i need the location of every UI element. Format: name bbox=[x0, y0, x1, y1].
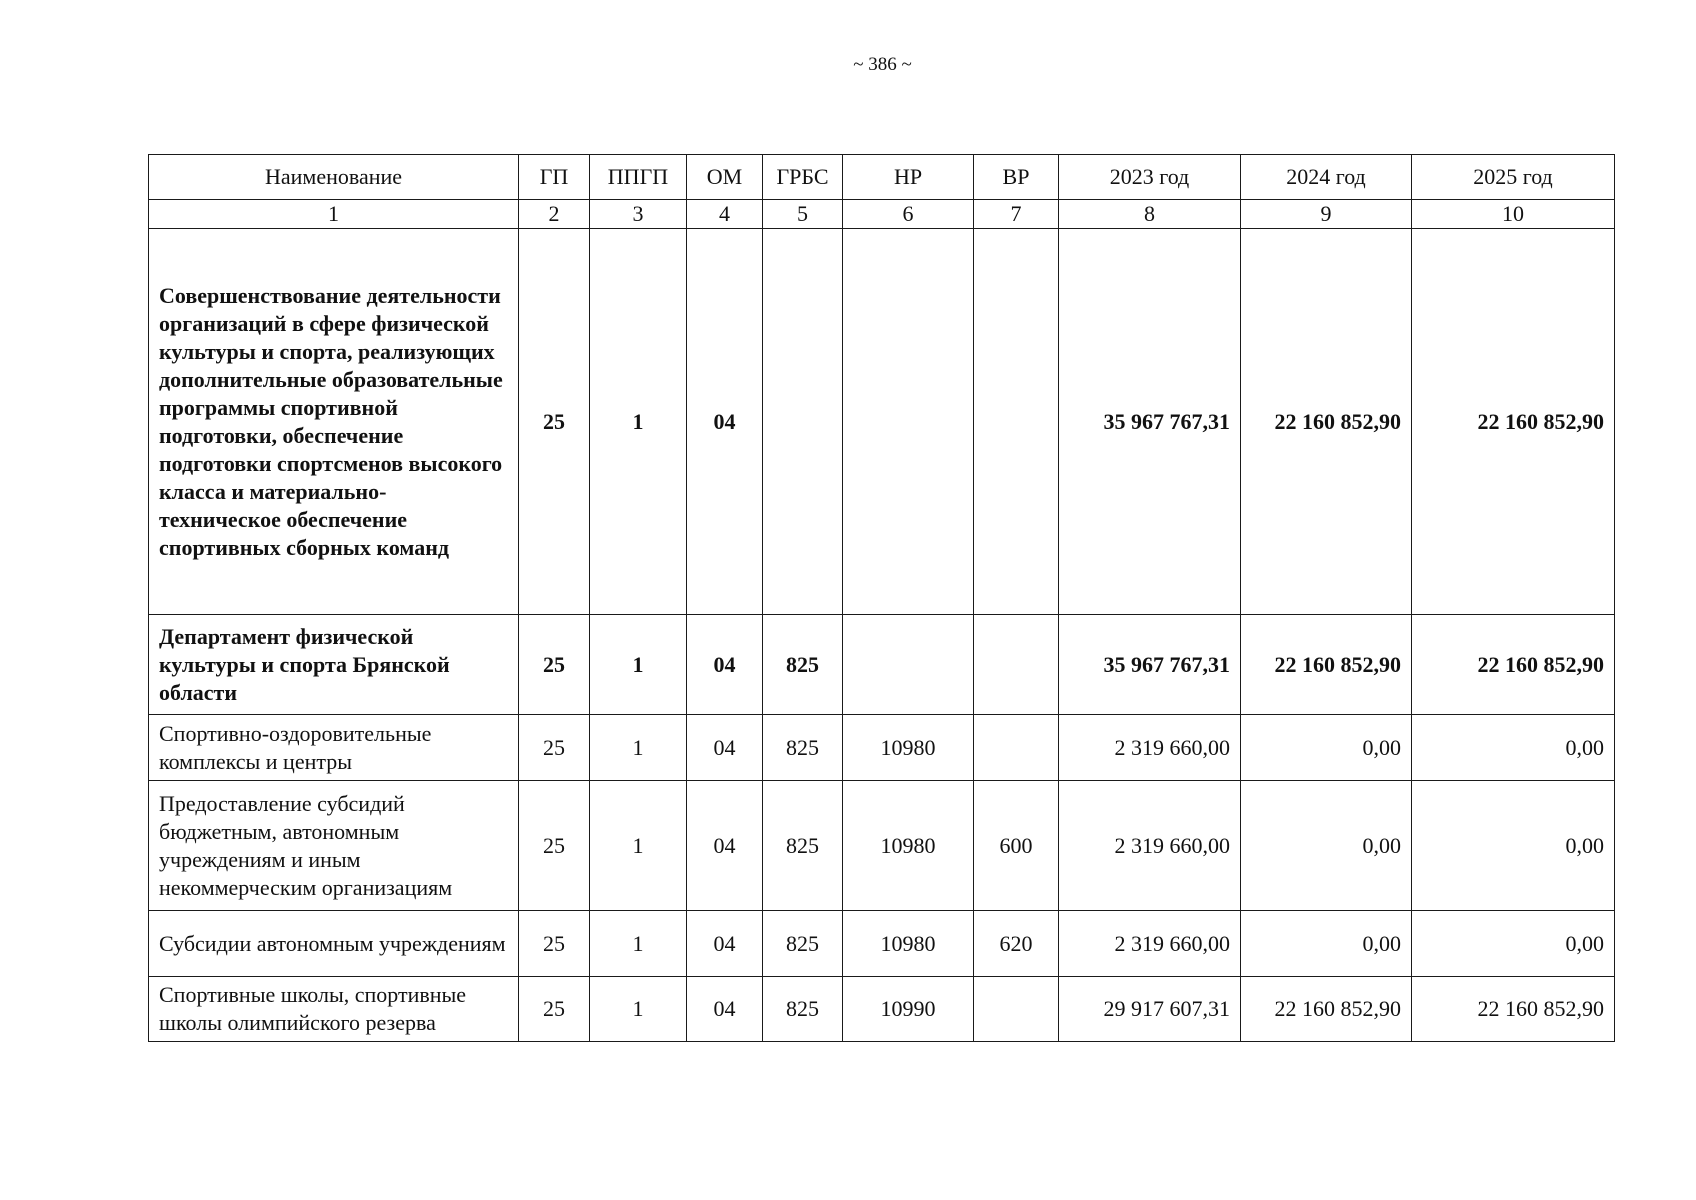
row-om: 04 bbox=[687, 781, 763, 911]
header-row bbox=[149, 155, 1615, 200]
column-number: 5 bbox=[763, 200, 843, 229]
row-nr bbox=[843, 229, 974, 615]
header-vr: ВР bbox=[974, 155, 1059, 200]
row-ppgp: 1 bbox=[590, 781, 687, 911]
table-row bbox=[149, 911, 1615, 977]
row-nr: 10980 bbox=[843, 911, 974, 977]
row-om: 04 bbox=[687, 715, 763, 781]
column-number: 7 bbox=[974, 200, 1059, 229]
row-amount-2024: 0,00 bbox=[1241, 715, 1412, 781]
column-number: 3 bbox=[590, 200, 687, 229]
row-vr: 620 bbox=[974, 911, 1059, 977]
row-grbs: 825 bbox=[763, 781, 843, 911]
budget-table bbox=[148, 154, 1615, 1042]
row-om: 04 bbox=[687, 615, 763, 715]
row-amount-2023: 29 917 607,31 bbox=[1059, 977, 1241, 1042]
row-amount-2023: 35 967 767,31 bbox=[1059, 229, 1241, 615]
column-number-row bbox=[149, 200, 1615, 229]
table-row bbox=[149, 615, 1615, 715]
row-name: Субсидии автономным учреждениям bbox=[149, 911, 519, 977]
row-om: 04 bbox=[687, 229, 763, 615]
row-amount-2023: 2 319 660,00 bbox=[1059, 715, 1241, 781]
row-amount-2024: 22 160 852,90 bbox=[1241, 229, 1412, 615]
header-om: ОМ bbox=[687, 155, 763, 200]
row-gp: 25 bbox=[519, 615, 590, 715]
row-om: 04 bbox=[687, 911, 763, 977]
column-number: 8 bbox=[1059, 200, 1241, 229]
row-om: 04 bbox=[687, 977, 763, 1042]
row-amount-2025: 0,00 bbox=[1412, 781, 1615, 911]
row-amount-2025: 0,00 bbox=[1412, 911, 1615, 977]
row-amount-2024: 0,00 bbox=[1241, 781, 1412, 911]
page-number: ~ 386 ~ bbox=[853, 54, 912, 75]
row-grbs: 825 bbox=[763, 977, 843, 1042]
row-amount-2024: 0,00 bbox=[1241, 911, 1412, 977]
row-nr bbox=[843, 615, 974, 715]
row-amount-2023: 2 319 660,00 bbox=[1059, 781, 1241, 911]
table-row bbox=[149, 781, 1615, 911]
row-nr: 10990 bbox=[843, 977, 974, 1042]
row-grbs: 825 bbox=[763, 715, 843, 781]
row-amount-2023: 35 967 767,31 bbox=[1059, 615, 1241, 715]
row-vr: 600 bbox=[974, 781, 1059, 911]
column-number: 6 bbox=[843, 200, 974, 229]
header-2024: 2024 год bbox=[1241, 155, 1412, 200]
row-amount-2024: 22 160 852,90 bbox=[1241, 977, 1412, 1042]
column-number: 10 bbox=[1412, 200, 1615, 229]
row-gp: 25 bbox=[519, 229, 590, 615]
table-row bbox=[149, 977, 1615, 1042]
header-grbs: ГРБС bbox=[763, 155, 843, 200]
row-ppgp: 1 bbox=[590, 615, 687, 715]
row-name: Спортивно-оздоровительные комплексы и центры bbox=[149, 715, 519, 781]
header-ppgp: ППГП bbox=[590, 155, 687, 200]
table-row bbox=[149, 715, 1615, 781]
column-number: 1 bbox=[149, 200, 519, 229]
row-ppgp: 1 bbox=[590, 715, 687, 781]
header-2025: 2025 год bbox=[1412, 155, 1615, 200]
row-amount-2023: 2 319 660,00 bbox=[1059, 911, 1241, 977]
row-nr: 10980 bbox=[843, 715, 974, 781]
row-nr: 10980 bbox=[843, 781, 974, 911]
row-gp: 25 bbox=[519, 977, 590, 1042]
row-amount-2025: 22 160 852,90 bbox=[1412, 615, 1615, 715]
row-gp: 25 bbox=[519, 715, 590, 781]
column-number: 4 bbox=[687, 200, 763, 229]
header-name: Наименование bbox=[149, 155, 519, 200]
header-gp: ГП bbox=[519, 155, 590, 200]
row-amount-2025: 22 160 852,90 bbox=[1412, 977, 1615, 1042]
row-grbs bbox=[763, 229, 843, 615]
column-number: 9 bbox=[1241, 200, 1412, 229]
row-gp: 25 bbox=[519, 911, 590, 977]
row-vr bbox=[974, 977, 1059, 1042]
row-name: Совершенствование деятельности организаций в сфере физической культуры и спорта, реализующих дополнительные образовательные программы спортивной подготовки, обеспечение подготовки спортсменов высокого класса и материально-техническое обеспечение спортивных сборных команд bbox=[149, 229, 519, 615]
row-gp: 25 bbox=[519, 781, 590, 911]
row-vr bbox=[974, 715, 1059, 781]
row-ppgp: 1 bbox=[590, 977, 687, 1042]
row-ppgp: 1 bbox=[590, 911, 687, 977]
row-name: Предоставление субсидий бюджетным, автономным учреждениям и иным некоммерческим организациям bbox=[149, 781, 519, 911]
header-2023: 2023 год bbox=[1059, 155, 1241, 200]
table-row bbox=[149, 229, 1615, 615]
row-vr bbox=[974, 615, 1059, 715]
row-grbs: 825 bbox=[763, 911, 843, 977]
row-grbs: 825 bbox=[763, 615, 843, 715]
row-amount-2024: 22 160 852,90 bbox=[1241, 615, 1412, 715]
row-ppgp: 1 bbox=[590, 229, 687, 615]
row-vr bbox=[974, 229, 1059, 615]
row-name: Спортивные школы, спортивные школы олимпийского резерва bbox=[149, 977, 519, 1042]
row-name: Департамент физической культуры и спорта Брянской области bbox=[149, 615, 519, 715]
header-nr: НР bbox=[843, 155, 974, 200]
row-amount-2025: 0,00 bbox=[1412, 715, 1615, 781]
column-number: 2 bbox=[519, 200, 590, 229]
row-amount-2025: 22 160 852,90 bbox=[1412, 229, 1615, 615]
